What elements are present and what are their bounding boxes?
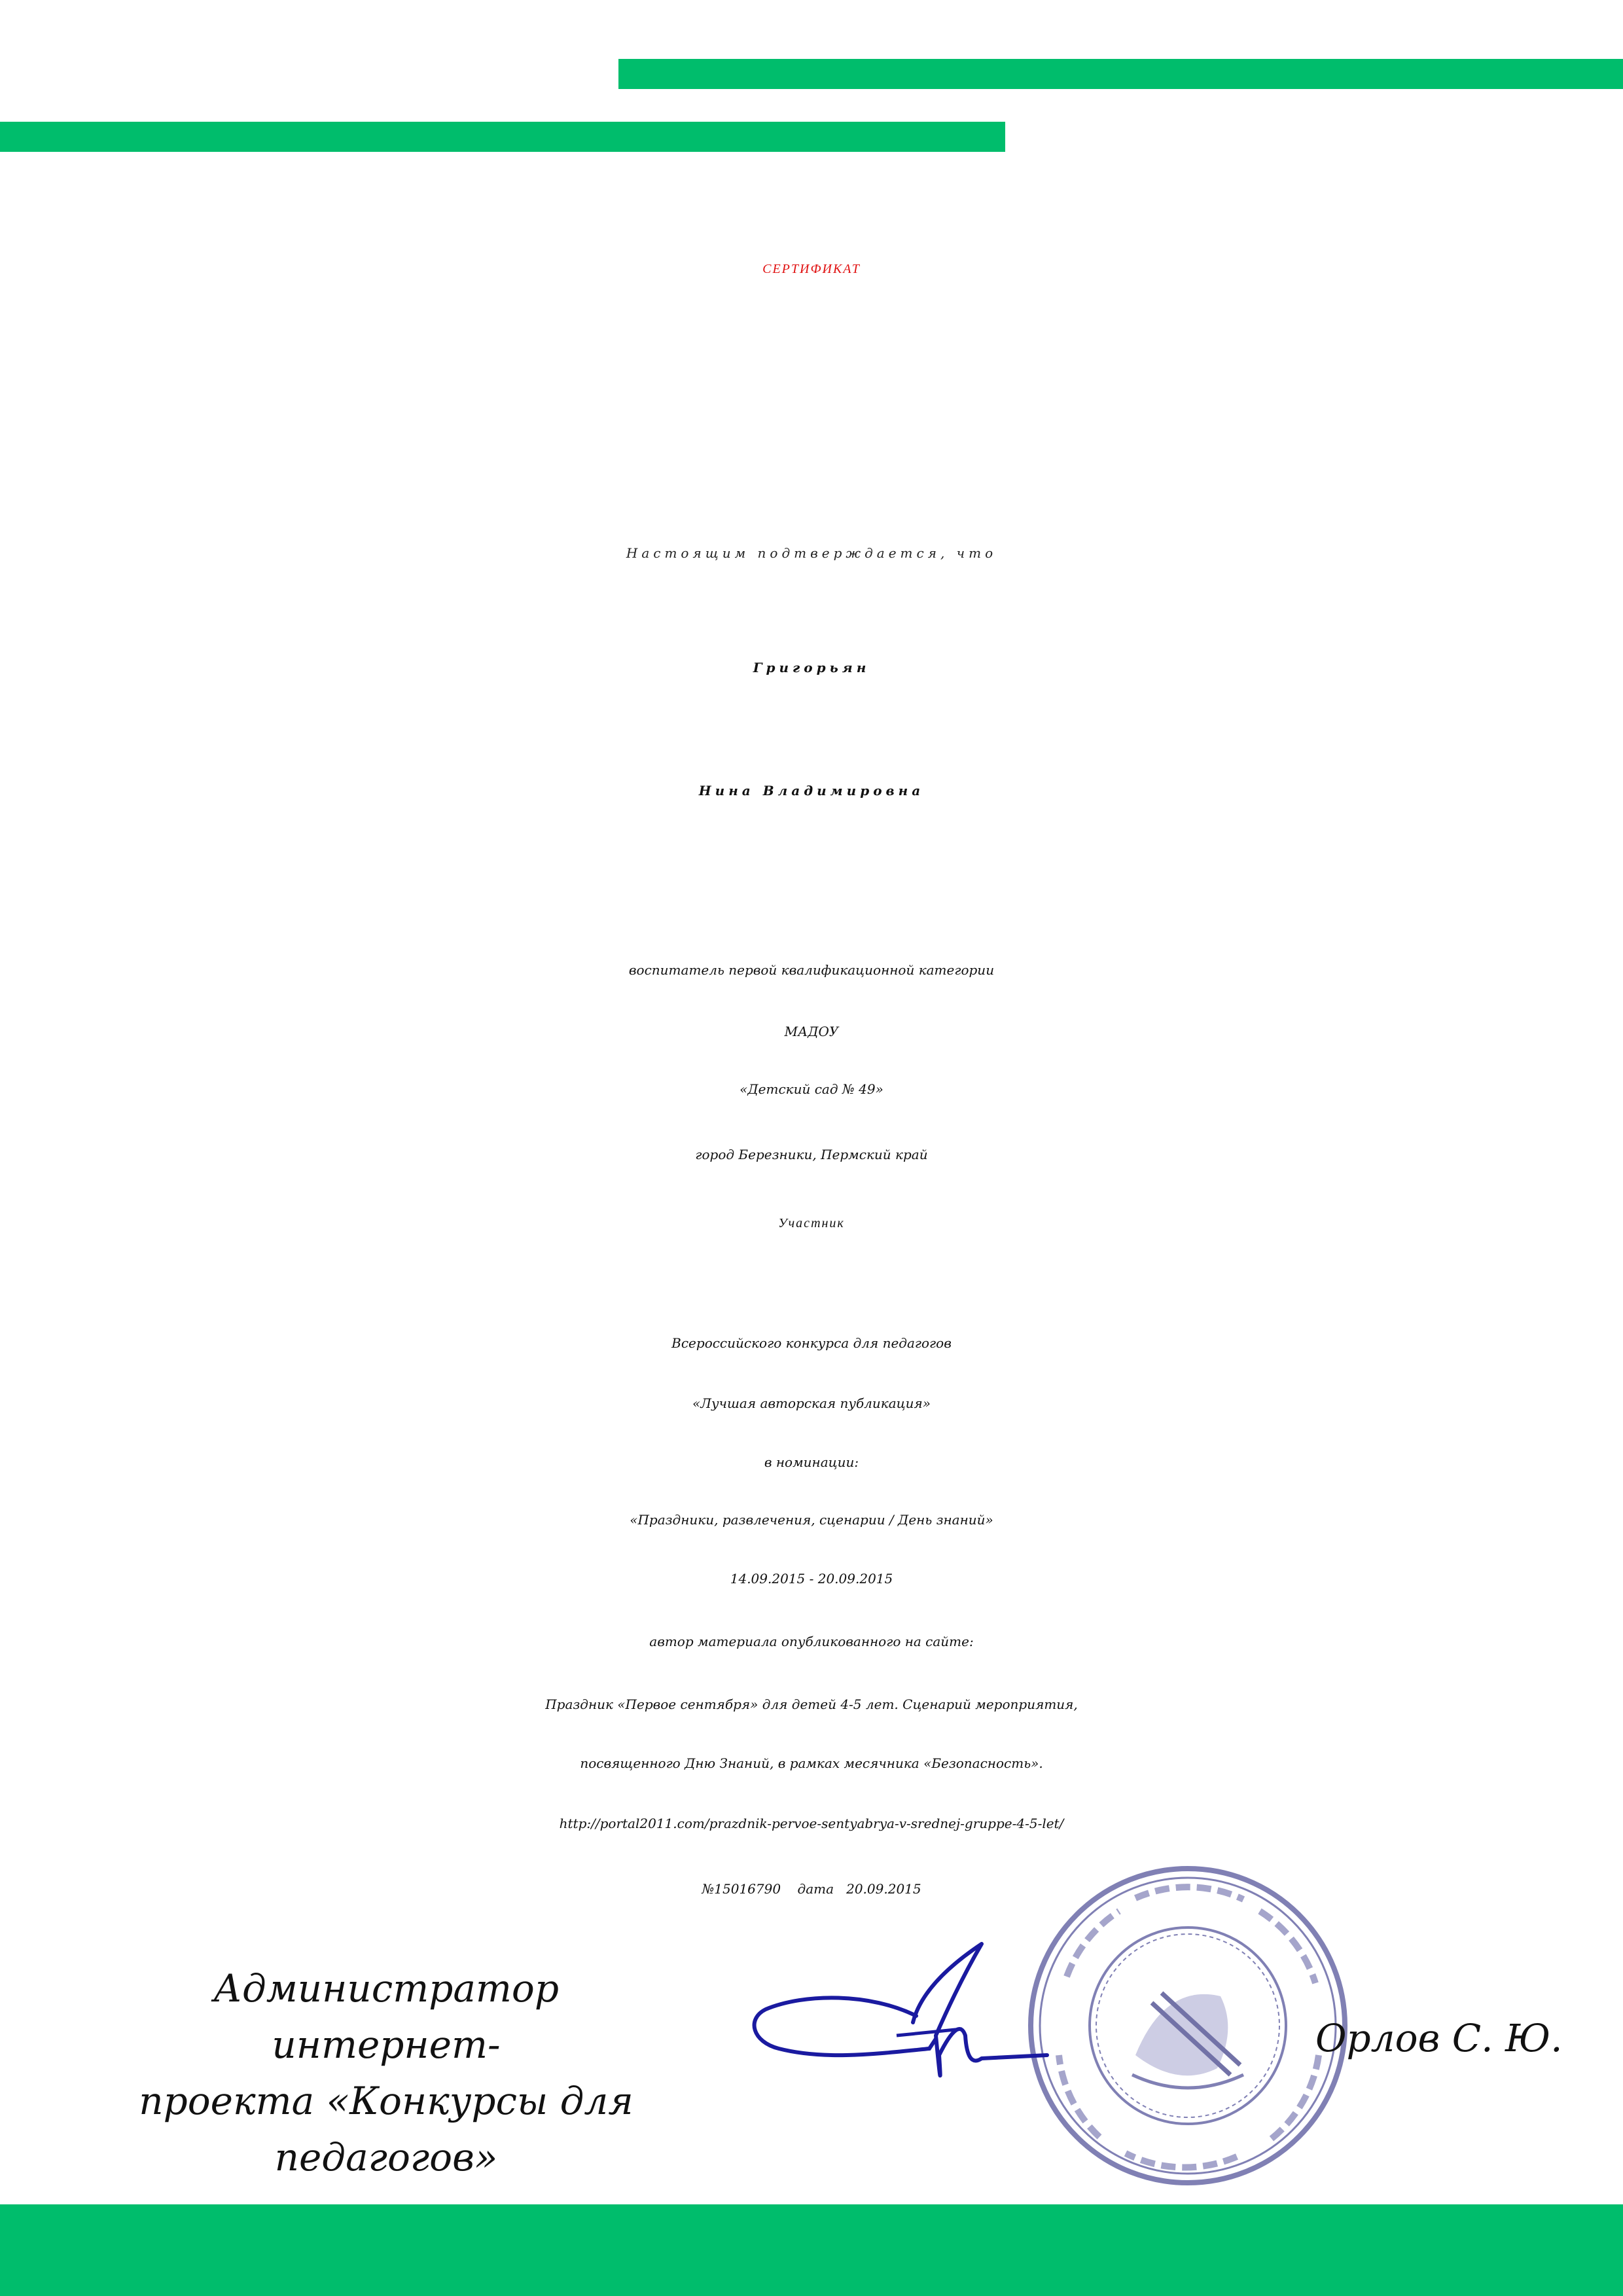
author-label: автор материала опубликованного на сайте: — [649, 1634, 974, 1649]
admin-line-2: проекта «Конкурсы для — [139, 2079, 633, 2123]
nomination-name: «Праздники, развлечения, сценарии / День знаний» — [630, 1512, 993, 1528]
contest-name: «Лучшая авторская публикация» — [692, 1395, 931, 1411]
publication-title-line1: Праздник «Первое сентября» для детей 4-5 лет. Сценарий мероприятия, — [545, 1696, 1078, 1712]
recipient-surname: Григорьян — [753, 660, 870, 675]
contest-description: Всероссийского конкурса для педагогов — [671, 1335, 952, 1351]
publication-title-line2: посвященного Дню Знаний, в рамках месячника «Безопасность». — [580, 1755, 1043, 1771]
administrator-caption — [105, 1960, 668, 2185]
contest-dates: 14.09.2015 - 20.09.2015 — [730, 1571, 893, 1587]
registration-line — [0, 1881, 1623, 1897]
top-right-band — [618, 59, 1623, 89]
recipient-position: воспитатель первой квалификационной категории — [628, 962, 995, 978]
publication-url: http://portal2011.com/prazdnik-pervoe-sentyabrya-v-srednej-gruppe-4-5-let/ — [559, 1816, 1064, 1831]
organization-name: «Детский сад № 49» — [740, 1081, 883, 1097]
recipient-name: Нина Владимировна — [698, 783, 925, 798]
date-label: дата — [797, 1881, 834, 1897]
participant-status: Участник — [778, 1216, 845, 1230]
admin-line-1: Администратор интернет- — [213, 1966, 559, 2067]
nomination-label: в номинации: — [764, 1454, 859, 1470]
organization-type: МАДОУ — [784, 1024, 839, 1039]
signature — [740, 1937, 1067, 2108]
recipient-city: город Березники, Пермский край — [695, 1147, 928, 1162]
registration-number: №15016790 — [702, 1881, 781, 1897]
top-left-band — [0, 122, 1005, 152]
seal-stamp — [1021, 1859, 1355, 2193]
certificate-title: СЕРТИФИКАТ — [762, 262, 861, 276]
admin-line-3: педагогов» — [274, 2135, 498, 2179]
confirmation-text: Настоящим подтверждается, что — [626, 545, 997, 561]
bottom-band — [0, 2204, 1623, 2296]
issue-date: 20.09.2015 — [846, 1881, 921, 1897]
signer-name: Орлов С. Ю. — [1315, 2016, 1563, 2060]
